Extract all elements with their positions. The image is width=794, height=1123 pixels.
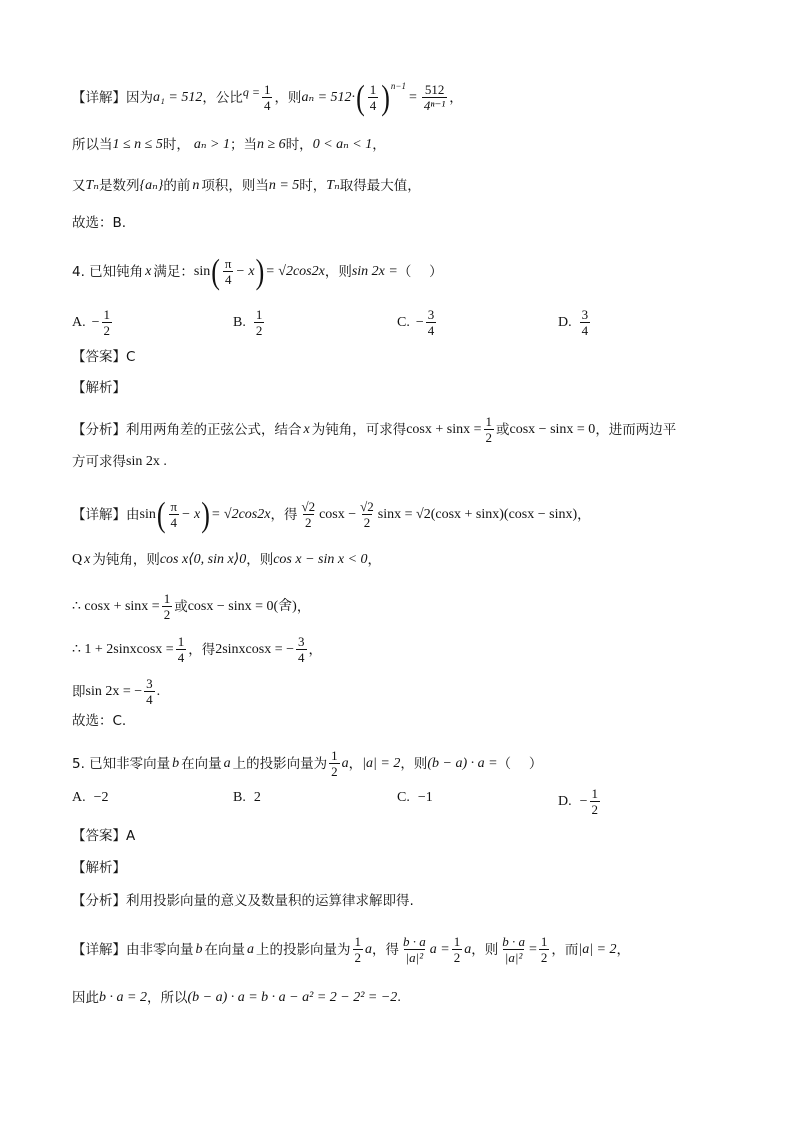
q5-det-num2: 1: [453, 934, 461, 949]
q4-line7: [72, 676, 160, 707]
q4-det-sin: sin: [139, 506, 156, 522]
q4-stem: [72, 251, 443, 291]
q4-an-frac: [484, 414, 495, 445]
q3-l2-c: ；当: [230, 137, 257, 153]
q5-det-h: ，: [616, 941, 631, 958]
q4-because-symbol: Q: [72, 552, 83, 567]
q4-option-c[interactable]: [397, 307, 438, 338]
q5-opt-d-num: 1: [591, 786, 599, 801]
q3-l3-b: 是数列: [98, 178, 140, 194]
q3-q-label: q =: [242, 84, 260, 99]
q4-line5: [72, 591, 310, 622]
q4-l5-c: ，: [296, 598, 311, 615]
q5-det-f1-num: b · a: [403, 934, 426, 949]
q4-opt-d-frac: [580, 307, 591, 338]
q5-vec-b: b: [172, 755, 180, 771]
q4-analysis-tag: 【解析】: [72, 380, 126, 396]
q3-frac2-den: 4ⁿ⁻¹: [423, 98, 446, 113]
q4-det-paren-left: (: [156, 494, 166, 534]
q5-stem-num: 1: [331, 748, 338, 763]
q3-line2: [72, 135, 386, 155]
q5-det-den2: 2: [453, 950, 461, 965]
q4-opt-d-den: 4: [581, 323, 589, 338]
q3-l2-b: 时，: [162, 137, 190, 153]
q3-detail-prefix: 【详解】因为: [72, 89, 153, 106]
q4-stem-pi: π: [224, 256, 232, 271]
q3-l3-m2: {aₙ}: [139, 178, 164, 193]
q4-opt-d-label: D.: [558, 314, 572, 330]
q4-stem-eq: = √2cos2x: [265, 263, 325, 279]
q5-opt-c-label: C.: [397, 790, 410, 805]
q4-lq-a: 为钝角，则: [92, 552, 160, 568]
q5-option-a[interactable]: [72, 790, 109, 806]
q5-stem-a2: a: [341, 755, 349, 771]
q4-det-m4: sinx = √2(cosx + sinx)(cosx − sinx): [377, 506, 578, 522]
q4-l5-num: 1: [163, 591, 171, 606]
q5-stem: [72, 748, 542, 779]
q3-frac1-den: 4: [369, 98, 377, 113]
q3-q-frac: [262, 82, 273, 113]
q3-exp: n−1: [390, 80, 406, 91]
q5-stem-m2: (b − a) · a =: [427, 755, 498, 771]
q5-det-den1: 2: [354, 950, 361, 965]
q5-det-e: ，则: [471, 941, 499, 958]
q4-an-num: 1: [485, 414, 493, 429]
q3-text-then: ，则: [274, 89, 302, 106]
q4-line6: [72, 634, 322, 665]
q4-stem-d: （ ）: [397, 263, 443, 280]
q4-opt-a-den: 2: [103, 323, 111, 338]
q4-l6-frac: [176, 634, 187, 665]
q3-l2-m3: n ≥ 6: [257, 137, 286, 152]
q5-opt-d-label: D.: [558, 793, 572, 809]
q3-q-num: 1: [263, 82, 271, 97]
q5-opt-d-sign: −: [579, 793, 588, 809]
q4-option-a[interactable]: [72, 307, 114, 338]
q4-lq-m1: cos x⟨0, sin x⟩0: [159, 552, 247, 567]
q4-opt-a-frac: [102, 307, 113, 338]
q5-last-c: .: [397, 990, 401, 1005]
q5-option-b[interactable]: [233, 790, 261, 806]
q4-l5-b: 或: [174, 598, 188, 615]
q5-det-f2-den: |a|²: [504, 950, 523, 965]
q4-det-pi: π: [170, 499, 178, 514]
q3-q-den: 4: [263, 98, 271, 113]
q5-last-b: ，所以: [146, 990, 188, 1006]
q5-stem-c: 上的投影向量为: [232, 755, 328, 772]
q4-an-m1: cosx + sinx =: [406, 421, 482, 437]
q4-det-frac-r2a: [299, 499, 317, 530]
q5-stem-a: 5. 已知非零向量: [72, 755, 171, 772]
q4-opt-a-sign: −: [91, 314, 100, 330]
q4-opt-b-den: 2: [255, 323, 263, 338]
q4-analysis: [72, 414, 676, 445]
q4-line-q: [72, 550, 381, 570]
q4-an-l2-m: sin 2x .: [126, 454, 167, 469]
q3-text-ratio: ，公比: [202, 89, 243, 106]
q4-l5-den: 2: [163, 607, 171, 622]
q4-det-a: 【详解】由: [72, 506, 140, 523]
q4-det-c: ，: [577, 506, 591, 523]
q5-det-den3: 2: [540, 950, 548, 965]
q4-stem-paren-left: (: [211, 251, 220, 291]
q4-an-den: 2: [485, 430, 493, 445]
q4-det-m3: cosx −: [319, 506, 357, 522]
q3-l2-e: ，: [372, 137, 386, 153]
q4-l7-m: sin 2x = −: [85, 683, 143, 699]
q5-option-c[interactable]: [397, 790, 433, 806]
q4-an-a: 【分析】利用两角差的正弦公式，结合: [72, 421, 302, 438]
q3-frac2: [422, 82, 447, 113]
q5-det-vec-b: b: [195, 941, 203, 957]
q5-det-d: ，得: [372, 941, 399, 958]
q4-l5-a: ∴ cosx + sinx =: [72, 598, 160, 614]
q4-an-d: ，进而两边平: [595, 421, 677, 438]
q5-last-line: [72, 988, 401, 1008]
q4-opt-b-label: B.: [233, 314, 246, 330]
q5-det-f2-num: b · a: [502, 934, 525, 949]
q4-l7-den: 4: [146, 692, 153, 707]
q4-stem-a: 4. 已知钝角: [72, 263, 144, 280]
q5-det-m2: a: [464, 941, 472, 957]
q4-opt-c-frac: [426, 307, 437, 338]
q4-detail: [72, 494, 591, 534]
q4-l6-a: ∴ 1 + 2sinxcosx =: [72, 641, 174, 657]
q5-opt-a-label: A.: [72, 790, 86, 805]
q3-paren-left: (: [356, 77, 365, 117]
q3-l2-d: 时，: [285, 137, 313, 153]
q5-opt-d-frac: [590, 786, 601, 817]
q4-l6-num2: 3: [298, 634, 305, 649]
q5-stem-b: 在向量: [181, 755, 222, 772]
q5-analysis: 【分析】利用投影向量的意义及数量积的运算律求解即得.: [72, 893, 414, 909]
q5-opt-b-value: 2: [253, 790, 261, 805]
q4-lq-b: ，则: [246, 552, 274, 568]
q5-last-m1: b · a = 2: [99, 990, 147, 1005]
q4-stem-c: ，则: [324, 263, 352, 280]
q4-det-m2: = √2cos2x: [210, 506, 271, 522]
q5-det-proj-frac1: [401, 934, 428, 965]
q5-answer-tag: 【答案】A: [72, 828, 136, 844]
q3-line3: [72, 176, 421, 196]
q4-answer: 故选：C.: [72, 713, 127, 729]
q3-l2-a: 所以当: [72, 137, 113, 153]
q3-l3-c: 的前: [163, 178, 191, 194]
q5-det-g: ，而: [551, 941, 579, 958]
q4-stem-m: sin 2x =: [351, 263, 398, 279]
q5-det-m4: |a| = 2: [578, 941, 617, 957]
q5-option-d[interactable]: [558, 786, 602, 817]
q5-det-m1: a =: [429, 941, 450, 957]
q4-l7-c: .: [156, 683, 161, 699]
q4-l6-m: 2sinxcosx = −: [215, 641, 294, 657]
q4-option-b[interactable]: [233, 307, 266, 338]
q3-paren-right: ): [381, 77, 390, 117]
q4-an-m2: cosx − sinx = 0: [509, 421, 596, 437]
q4-det-2b: 2: [363, 515, 371, 530]
q5-stem-d: ，: [348, 755, 363, 772]
q4-l7-frac: [144, 676, 155, 707]
q4-det-b: ，得: [270, 506, 298, 523]
q4-det-4: 4: [170, 515, 178, 530]
q4-stem-frac: [223, 256, 234, 287]
q5-last-a: 因此: [72, 990, 99, 1006]
q4-an-c: 或: [496, 421, 510, 438]
q4-opt-b-num: 1: [255, 307, 263, 322]
q3-eq: =: [408, 89, 417, 105]
q5-det-frac1: [353, 934, 364, 965]
q4-det-paren-right: ): [201, 494, 210, 534]
q5-stem-f: （ ）: [497, 755, 543, 772]
q4-an-b: 为钝角，可求得: [311, 421, 407, 438]
q5-stem-e: ，则: [400, 755, 428, 772]
q3-l3-m3: n: [192, 178, 200, 193]
q5-det-proj-frac2: [500, 934, 527, 965]
q3-frac1: [368, 82, 379, 113]
q3-detail-line: [72, 77, 463, 117]
q4-analysis-line2: [72, 452, 167, 472]
q4-answer-tag: 【答案】C: [72, 349, 136, 365]
q5-stem-frac: [329, 748, 340, 779]
q5-det-vec-a: a: [247, 941, 254, 957]
q3-l2-m2: aₙ > 1: [193, 137, 230, 152]
q3-l3-e: 时，: [299, 178, 327, 194]
q4-l7-a: 即: [72, 683, 86, 700]
q5-detail: [72, 934, 630, 965]
q4-l7-num: 3: [146, 676, 153, 691]
q4-an-x: x: [303, 421, 310, 437]
q5-det-avec: a: [365, 941, 372, 957]
q5-stem-m: |a| = 2: [362, 755, 401, 771]
q4-stem-x: x: [145, 263, 152, 279]
q5-opt-a-value: −2: [93, 790, 109, 805]
q5-opt-d-den: 2: [591, 802, 599, 817]
q4-opt-c-sign: −: [415, 314, 424, 330]
q5-det-b: 在向量: [204, 941, 245, 958]
q5-stem-den: 2: [331, 764, 338, 779]
q3-l3-m5: Tₙ: [326, 178, 340, 193]
q4-stem-minus-x: − x: [235, 263, 255, 279]
q3-l3-d: 项积，则当: [201, 178, 269, 194]
q4-opt-c-num: 3: [427, 307, 435, 322]
q5-opt-c-value: −1: [417, 790, 433, 805]
q5-vec-a: a: [223, 755, 231, 771]
q4-l6-c: ，: [308, 641, 322, 658]
q4-opt-a-num: 1: [103, 307, 111, 322]
q3-a1: a₁ = 512: [153, 89, 203, 105]
q4-l6-num: 1: [177, 634, 185, 649]
q5-last-m2: (b − a) · a = b · a − a² = 2 − 2² = −2: [187, 990, 398, 1005]
q5-det-frac3: [539, 934, 550, 965]
q4-l5-m: cosx − sinx = 0(舍): [187, 598, 297, 614]
q4-det-minus-x: − x: [181, 506, 201, 522]
q4-lq-c: ，: [367, 552, 382, 568]
q5-det-num3: 1: [540, 934, 548, 949]
q4-det-r2a: √2: [301, 499, 316, 514]
q3-l3-m1: Tₙ: [85, 178, 99, 193]
q4-opt-c-label: C.: [397, 314, 410, 330]
q3-l3-f: 取得最大值，: [339, 178, 421, 194]
q4-stem-sin: sin: [193, 263, 211, 279]
q5-det-c: 上的投影向量为: [256, 941, 351, 958]
q5-analysis-tag: 【解析】: [72, 860, 126, 876]
q5-det-frac2: [452, 934, 463, 965]
q5-opt-b-label: B.: [233, 790, 246, 805]
q3-l3-m4: n = 5: [268, 178, 300, 193]
q4-an-l2: 方可求得: [72, 454, 126, 470]
q5-det-num1: 1: [354, 934, 361, 949]
q4-det-r2b: √2: [360, 499, 374, 514]
q4-lq-m2: cos x − sin x < 0: [273, 552, 368, 567]
q3-tail: ，: [449, 89, 463, 106]
q4-l5-frac: [162, 591, 173, 622]
q5-det-m3: =: [528, 941, 537, 957]
q4-opt-b-frac: [254, 307, 265, 338]
q4-stem-paren-right: ): [255, 251, 265, 291]
q4-det-frac-r2b: [358, 499, 376, 530]
q3-frac1-num: 1: [369, 82, 377, 97]
q3-l2-m1: 1 ≤ n ≤ 5: [112, 137, 163, 152]
q4-stem-4: 4: [224, 272, 232, 287]
q4-opt-d-num: 3: [581, 307, 589, 322]
q3-l2-m4: 0 < aₙ < 1: [312, 137, 373, 152]
q4-opt-a-label: A.: [72, 314, 86, 330]
q5-det-f1-den: |a|²: [405, 950, 424, 965]
q4-stem-b: 满足：: [153, 263, 194, 280]
q4-lq-x: x: [84, 552, 91, 567]
q3-answer: 故选：B.: [72, 215, 127, 231]
q4-l6-b: ，得: [188, 641, 216, 658]
q5-det-a: 【详解】由非零向量: [72, 941, 194, 958]
q4-l6-den: 4: [177, 650, 185, 665]
q4-l6-frac2: [296, 634, 307, 665]
q3-frac2-num: 512: [424, 82, 445, 97]
q4-opt-c-den: 4: [427, 323, 435, 338]
q4-option-d[interactable]: [558, 307, 592, 338]
q3-l3-a: 又: [72, 178, 86, 194]
q4-l6-den2: 4: [298, 650, 305, 665]
q3-an: aₙ = 512·: [301, 89, 356, 105]
q4-det-frac-pi: [169, 499, 180, 530]
q4-det-2a: 2: [305, 515, 312, 530]
